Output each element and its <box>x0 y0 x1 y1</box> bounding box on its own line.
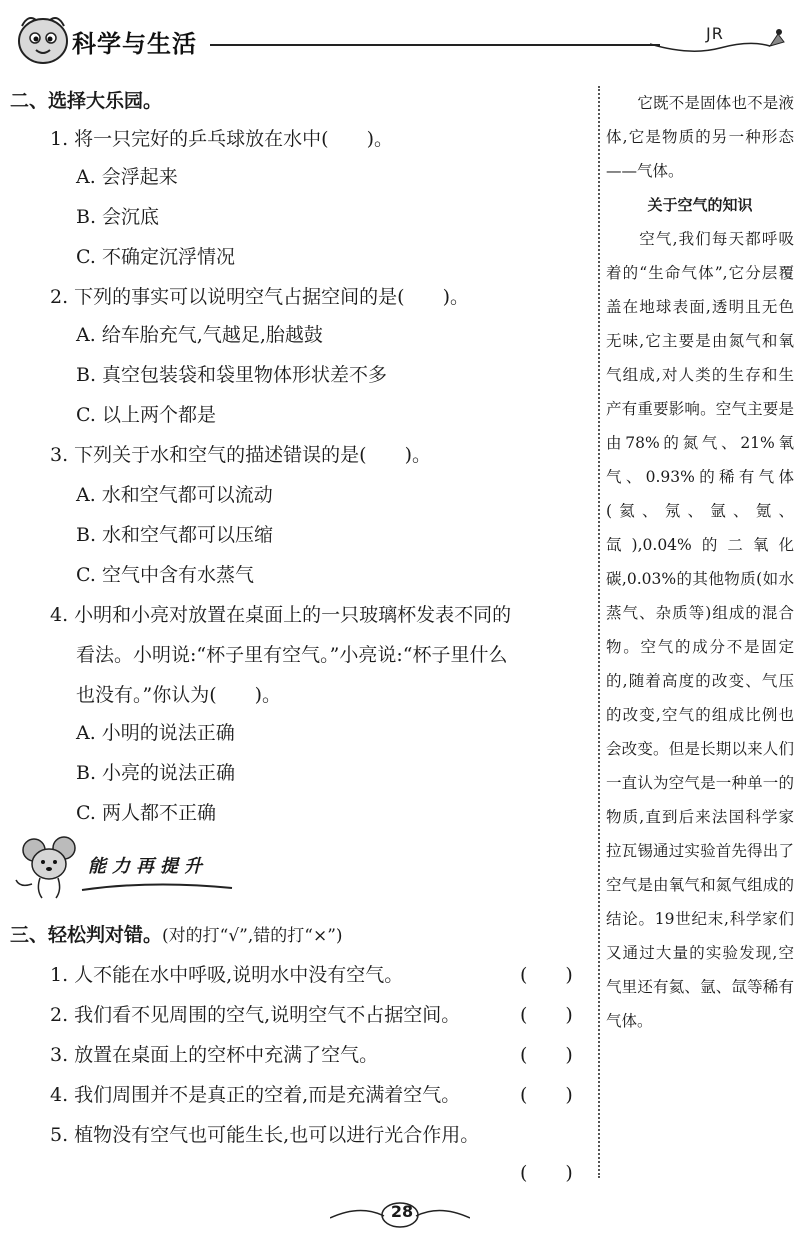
sidebar-divider <box>598 86 600 1178</box>
page-number: 28 <box>390 1202 414 1221</box>
question-2-option-c: C. 以上两个都是 <box>76 404 216 426</box>
question-4-option-a: A. 小明的说法正确 <box>76 722 235 744</box>
banner-title: 能力再提升 <box>88 856 208 877</box>
section-3-title: 三、轻松判对错。 <box>10 924 163 946</box>
page-footer <box>0 1196 800 1236</box>
sidebar-heading: 关于空气的知识 <box>647 196 753 214</box>
answer-blank-4[interactable]: ( ) <box>520 1084 573 1106</box>
header-rule <box>210 44 660 46</box>
answer-blank-1[interactable]: ( ) <box>520 964 573 986</box>
question-2-option-b: B. 真空包装袋和袋里物体形状差不多 <box>76 364 388 386</box>
page-header <box>0 0 800 80</box>
question-2-option-a: A. 给车胎充气,气越足,胎越鼓 <box>76 324 323 346</box>
question-3-option-c: C. 空气中含有水蒸气 <box>76 564 254 586</box>
judge-item-4: 4. 我们周围并不是真正的空着,而是充满着空气。 <box>50 1084 461 1106</box>
question-3-option-b: B. 水和空气都可以压缩 <box>76 524 274 546</box>
answer-blank-5[interactable]: ( ) <box>520 1162 573 1184</box>
header-code: JR <box>706 24 724 43</box>
question-4-stem-line-3: 也没有。”你认为( )。 <box>76 684 282 706</box>
question-1-option-c: C. 不确定沉浮情况 <box>76 246 235 268</box>
question-3-option-a: A. 水和空气都可以流动 <box>76 484 273 506</box>
question-4-option-c: C. 两人都不正确 <box>76 802 216 824</box>
question-3-stem: 3. 下列关于水和空气的描述错误的是( )。 <box>50 444 431 466</box>
question-1-option-b: B. 会沉底 <box>76 206 160 228</box>
question-4-stem-line-2: 看法。小明说:“杯子里有空气。”小亮说:“杯子里什么 <box>76 644 508 666</box>
section-3-heading <box>10 920 343 947</box>
judge-item-2: 2. 我们看不见周围的空气,说明空气不占据空间。 <box>50 1004 461 1026</box>
judge-item-1: 1. 人不能在水中呼吸,说明水中没有空气。 <box>50 964 404 986</box>
sidebar-intro: 它既不是固体也不是液体,它是物质的另一种形态——气体。 <box>606 94 794 180</box>
sidebar-body: 空气,我们每天都呼吸着的“生命气体”,它分层覆盖在地球表面,透明且无色无味,它主要是由氮气和氧气组成,对人类的生存和生产有重要影响。空气主要是由78%的氮气、21%氧气、0.93%的稀有气体(氦、氖、氩、氪、氙),0.04%的二氧化碳,0.03%的其他物质(如水蒸气、杂质等)组成的混合物。空气的成分不是固定的,随着高度的改变、气压的改变,空气的组成比例也会改变。但是长期以来人们一直认为空气是一种单一的物质,直到后来法国科学家拉瓦锡通过实验首先得出了空气是由氧气和氮气组成的结论。19世纪末,科学家们又通过大量的实验发现,空气里还有氦、氩、氙等稀有气体。 <box>606 230 794 1030</box>
answer-blank-2[interactable]: ( ) <box>520 1004 573 1026</box>
question-1-option-a: A. 会浮起来 <box>76 166 178 188</box>
header-title: 科学与生活 <box>72 30 197 58</box>
question-4-stem-line-1: 4. 小明和小亮对放置在桌面上的一只玻璃杯发表不同的 <box>50 604 512 626</box>
mascot-icon <box>14 10 72 68</box>
question-1-stem: 1. 将一只完好的乒乓球放在水中( )。 <box>50 128 393 150</box>
question-4-option-b: B. 小亮的说法正确 <box>76 762 236 784</box>
section-3-note: (对的打“√”,错的打“×”) <box>162 926 343 946</box>
judge-item-5: 5. 植物没有空气也可能生长,也可以进行光合作用。 <box>50 1124 480 1146</box>
judge-item-3: 3. 放置在桌面上的空杯中充满了空气。 <box>50 1044 379 1066</box>
question-2-stem: 2. 下列的事实可以说明空气占据空间的是( )。 <box>50 286 469 308</box>
section-2-heading: 二、选择大乐园。 <box>10 90 163 112</box>
knowledge-sidebar <box>606 86 794 1038</box>
answer-blank-3[interactable]: ( ) <box>520 1044 573 1066</box>
